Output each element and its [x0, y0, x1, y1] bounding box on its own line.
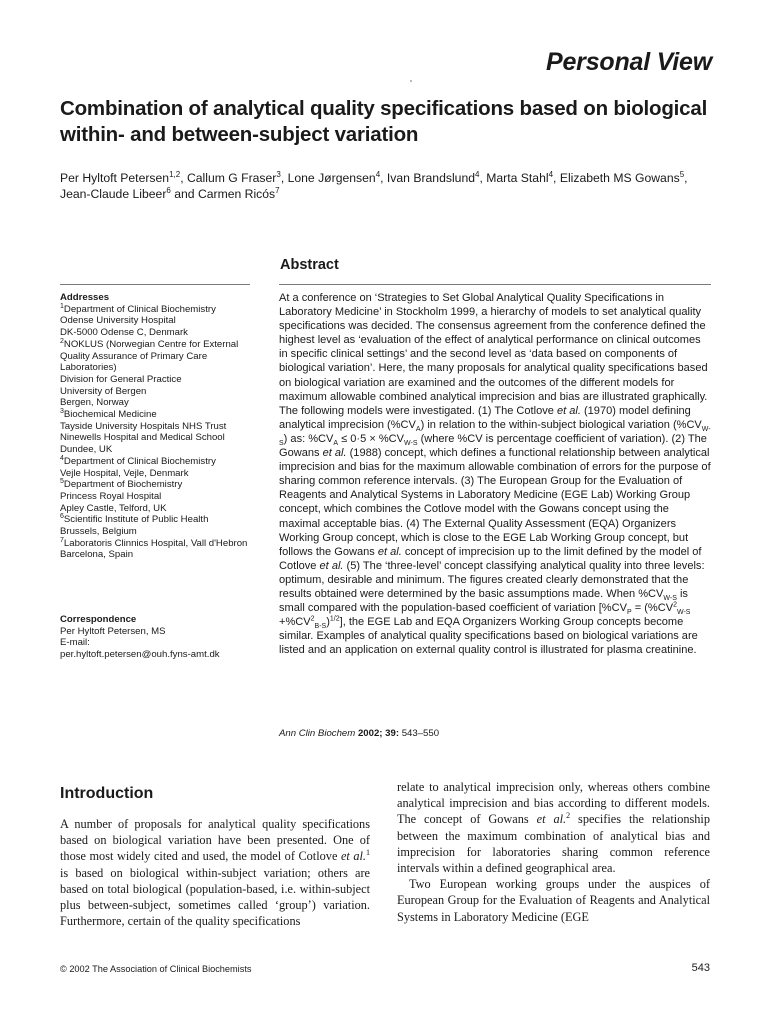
address-affiliation-number: 1	[60, 302, 64, 310]
address-lines	[60, 304, 260, 561]
article-title: Combination of analytical quality specifications based on biological within- and between-subject variation	[60, 97, 708, 146]
author-separator: ,	[684, 171, 688, 185]
author-separator: ,	[479, 171, 487, 185]
author-name: Elizabeth MS Gowans	[559, 171, 680, 185]
address-text: Department of Clinical Biochemistry	[63, 455, 216, 467]
correspondence-name: Per Hyltoft Petersen, MS	[60, 625, 166, 637]
address-line	[60, 479, 260, 491]
address-text: Vejle Hospital, Vejle, Denmark	[60, 467, 189, 479]
address-text: NOKLUS (Norwegian Centre for External	[63, 338, 239, 350]
author-separator: ,	[180, 171, 187, 185]
author-separator: and	[170, 187, 198, 201]
author-name: Carmen Ricós	[197, 187, 276, 201]
address-line	[60, 432, 260, 444]
address-line	[60, 362, 260, 374]
author-separator: ,	[553, 171, 560, 185]
address-text: Biochemical Medicine	[63, 409, 157, 421]
page-number: 543	[691, 962, 710, 974]
address-line	[60, 444, 260, 456]
address-text: Dundee, UK	[60, 444, 113, 456]
address-text: Odense University Hospital	[60, 315, 176, 327]
author-name: Ivan Brandslund	[386, 171, 476, 185]
address-line	[60, 526, 260, 538]
section-label: Personal View	[546, 48, 712, 76]
address-affiliation-number: 3	[60, 407, 64, 415]
address-text: Laboratories)	[60, 362, 117, 374]
address-text: Bergen, Norway	[60, 397, 129, 409]
author-affiliation: 3	[276, 169, 281, 179]
introduction-column-right	[397, 779, 710, 925]
address-line	[60, 327, 260, 339]
address-line	[60, 456, 260, 468]
author-name: Jean-Claude Libeer	[60, 187, 167, 201]
address-text: Quality Assurance of Primary Care	[60, 350, 208, 362]
address-affiliation-number: 4	[60, 454, 64, 462]
author-affiliation: 5	[679, 169, 685, 179]
address-line	[60, 491, 260, 503]
introduction-paragraph: Two European working groups under the auspices of European Group for the Evaluation of Reagents and Analytical Systems in Laboratory Medicine (EGE	[397, 877, 710, 924]
introduction-paragraph: A number of proposals for analytical quality specifications based on biological variation have been presented. One of those most widely cited and used, the model of Cotlove et al.$^1$ is based on biological within-subject variation; others are based on total biological (population-based, i.e. within-subject plus between-subject, sometimes called ‘group’) variation. Furthermore, certain of the quality specifications	[60, 817, 370, 929]
introduction-heading: Introduction	[60, 785, 154, 802]
address-line	[60, 339, 260, 351]
address-text: University of Bergen	[60, 385, 147, 397]
introduction-column-left	[60, 816, 370, 929]
author-affiliation: 4	[375, 169, 381, 179]
journal-citation: Ann Clin Biochem 2002; 39: 543–550	[279, 728, 440, 739]
address-line	[60, 397, 260, 409]
address-affiliation-number: 7	[60, 536, 64, 544]
abstract-text: At a conference on ‘Strategies to Set Global Analytical Quality Specifications in Laboratory Medicine’ in Stockholm 1999, a hierarchy of models to set analytical quality specifications was decided. The consensus agreement from the conference defined the highest level as ‘evaluation of the effect of analytical performance on clinical outcomes in specific clinical settings’ and the second level as ‘data based on components of biological variation’. Here, the many proposals for analytical quality specifications based on biological variation are examined and the outcomes of the different models for maximum allowable combined analytical imprecision and bias are illustrated graphically. The following models were investigated. (1) The Cotlove et al. (1970) model defining analytical imprecision $(\%CV_A)$ in relation to the within-subject biological variation $(\%CV_{W-S})$ as: $\%CV_A \le 0\cdot 5 \times \%CV_{W-S}$ (where %CV is percentage coefficient of variation). (2) The Gowans et al. (1988) concept, which defines a functional relationship between analytical imprecision and bias for the maximum allowable combination of errors for the purpose of sharing common reference intervals. (3) The European Group for the Evaluation of Reagents and Analytical Systems in Laboratory Medicine (EGE Lab) Working Group concept, which combines the Cotlove model with the Gowans concept using the maximal acceptable bias. (4) The External Quality Assessment (EQA) Organizers Working Group concept, which is close to the EGE Lab Working Group concept, but follows the Gowans et al. concept of imprecision up to the limit defined by the model of Cotlove et al. (5) The ‘three-level’ concept classifying analytical quality into three levels: optimum, desirable and minimum. The figures created clearly demonstrated that the results obtained were determined by the basic assumptions made. When $\%CV_{W-S}$ is small compared with the population-based coefficient of variation $[\%CV_P = (\%CV^2_{W-S} +\%CV^2_{B-S})^{1/2}]$, the EGE Lab and EQA Organizers Working Group concepts become similar. Examples of analytical quality specifications based on biological variations are listed and an application on external quality control is illustrated for plasma creatinine.	[279, 292, 711, 657]
abstract-rule	[279, 284, 711, 285]
author-name: Lone Jørgensen	[287, 171, 376, 185]
address-text: Tayside University Hospitals NHS Trust	[60, 420, 227, 432]
author-list	[60, 170, 720, 202]
address-text: Department of Biochemistry	[63, 479, 183, 491]
address-line	[60, 468, 260, 480]
author-separator: ,	[280, 171, 288, 185]
address-line	[60, 374, 260, 386]
scan-speck	[410, 80, 412, 82]
address-line	[60, 538, 260, 550]
address-line	[60, 409, 260, 421]
addresses-heading: Addresses	[60, 292, 110, 303]
address-line	[60, 386, 260, 398]
author-name: Callum G Fraser	[186, 171, 277, 185]
address-text: Apley Castle, Telford, UK	[60, 502, 167, 514]
address-text: Scientific Institute of Public Health	[63, 514, 209, 526]
address-line	[60, 304, 260, 316]
author-affiliation: 4	[475, 169, 480, 179]
address-text: Ninewells Hospital and Medical School	[60, 432, 225, 444]
address-text: Barcelona, Spain	[60, 549, 134, 561]
address-affiliation-number: 6	[60, 513, 64, 521]
addresses-block	[60, 292, 260, 561]
address-text: Department of Clinical Biochemistry	[63, 303, 216, 315]
address-text: Brussels, Belgium	[60, 526, 137, 538]
correspondence-email[interactable]: per.hyltoft.petersen@ouh.fyns-amt.dk	[60, 649, 220, 661]
address-line	[60, 315, 260, 327]
author-affiliation: 1,2	[169, 169, 181, 179]
correspondence-heading: Correspondence	[60, 614, 137, 625]
address-affiliation-number: 5	[60, 478, 64, 486]
addresses-rule	[60, 284, 250, 285]
address-text: Division for General Practice	[60, 373, 182, 385]
address-line	[60, 351, 260, 363]
address-line	[60, 421, 260, 433]
abstract-heading: Abstract	[280, 257, 339, 273]
address-line	[60, 549, 260, 561]
address-line	[60, 503, 260, 515]
address-line	[60, 514, 260, 526]
address-affiliation-number: 2	[60, 337, 64, 345]
address-text: Laboratoris Clinnics Hospital, Vall d'Hebron	[63, 537, 248, 549]
correspondence-block	[60, 614, 270, 661]
author-affiliation: 6	[166, 185, 171, 195]
author-affiliation: 4	[548, 169, 554, 179]
copyright-footer: © 2002 The Association of Clinical Biochemists	[60, 964, 252, 974]
author-name: Per Hyltoft Petersen	[60, 171, 170, 185]
correspondence-email-label: E-mail:	[60, 637, 90, 649]
introduction-paragraph: relate to analytical imprecision only, whereas others combine analytical imprecision and bias according to different models. The concept of Gowans et al.$^2$ specifies the relationship between the maximum combination of analytical bias and imprecision for laboratories sharing common reference intervals within a defined geographical area.	[397, 780, 710, 876]
author-name: Marta Stahl	[486, 171, 549, 185]
address-text: DK-5000 Odense C, Denmark	[60, 327, 188, 339]
author-affiliation: 7	[275, 185, 280, 195]
address-text: Princess Royal Hospital	[60, 490, 162, 502]
author-separator: ,	[380, 171, 387, 185]
